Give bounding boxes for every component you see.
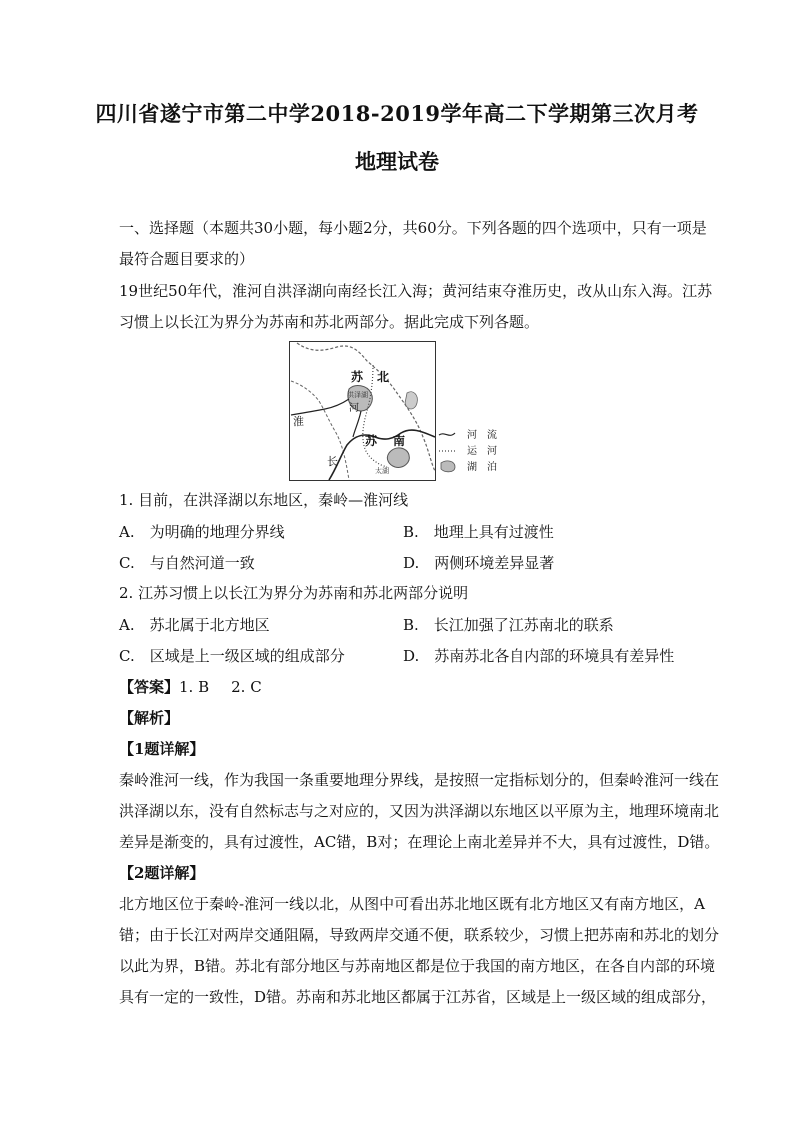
exam-subtitle: 地理试卷	[355, 149, 439, 174]
legend-river-symbol	[439, 433, 455, 435]
legend-canal-label: 运 河	[467, 446, 497, 457]
q2-option-a: A. 苏北属于北方地区	[119, 616, 270, 634]
label-taihu: 太湖	[375, 467, 389, 475]
q1-detail-line3: 差异是渐变的，具有过渡性，AC错，B对；在理论上南北差异并不大，具有过渡性，D错。	[119, 833, 720, 851]
intro-line1: 19世纪50年代，淮河自洪泽湖向南经长江入海；黄河结束夺淮历史，改从山东入海。江苏	[119, 282, 713, 300]
legend-lake-label: 湖 泊	[467, 462, 497, 473]
q1-detail-heading: 【1题详解】	[119, 740, 205, 758]
jiangsu-map	[289, 341, 507, 481]
section-heading-line2: 最符合题目要求的）	[119, 250, 255, 268]
legend-lake-symbol	[441, 461, 455, 472]
taihu-lake	[387, 448, 409, 467]
label-su-south-1: 苏	[365, 434, 378, 448]
label-he: 河	[349, 403, 359, 414]
question-2-stem: 2. 江苏习惯上以长江为界分为苏南和苏北两部分说明	[119, 584, 469, 602]
q2-detail-line2: 错；由于长江对两岸交通阻隔，导致两岸交通不便，联系较少，习惯上把苏南和苏北的划分	[119, 926, 720, 944]
q1-option-c: C. 与自然河道一致	[119, 554, 255, 572]
answer-1: 1. B	[179, 678, 210, 696]
analysis-label: 【解析】	[119, 709, 180, 727]
label-su-north-2: 北	[377, 370, 390, 384]
label-chang: 长	[327, 455, 338, 468]
q1-option-a: A. 为明确的地理分界线	[119, 523, 285, 541]
answer-label: 【答案】	[119, 678, 180, 696]
q2-detail-line3: 以此为界，B错。苏北有部分地区与苏南地区都是位于我国的南方地区，在各自内部的环境	[119, 957, 716, 975]
q2-detail-line1: 北方地区位于秦岭-淮河一线以北，从图中可看出苏北地区既有北方地区又有南方地区，A	[119, 895, 705, 913]
q2-detail-line4: 具有一定的一致性，D错。苏南和苏北地区都属于江苏省，区域是上一级区域的组成部分，	[119, 988, 717, 1006]
exam-title: 四川省遂宁市第二中学2018-2019学年高二下学期第三次月考	[95, 101, 699, 126]
map-legend	[439, 428, 497, 473]
intro-line2: 习惯上以长江为界分为苏南和苏北两部分。据此完成下列各题。	[119, 313, 540, 331]
label-su-north-1: 苏	[351, 370, 364, 384]
q1-detail-line2: 洪泽湖以东，没有自然标志与之对应的，又因为洪泽湖以东地区以平原为主，地理环境南北	[119, 802, 720, 820]
section-heading-line1: 一、选择题（本题共30小题，每小题2分，共60分。下列各题的四个选项中，只有一项是	[119, 219, 707, 237]
q2-option-c: C. 区域是上一级区域的组成部分	[119, 647, 345, 665]
legend-river-label: 河 流	[467, 430, 497, 441]
small-lake	[405, 392, 417, 409]
answer-2: 2. C	[231, 678, 262, 696]
question-1-stem: 1. 目前，在洪泽湖以东地区，秦岭—淮河线	[119, 491, 409, 509]
label-hongze: 洪泽湖	[347, 391, 368, 399]
q1-option-d: D. 两侧环境差异显著	[403, 554, 555, 572]
q2-option-d: D. 苏南苏北各自内部的环境具有差异性	[403, 647, 675, 665]
answer-line	[119, 677, 262, 697]
q2-detail-heading: 【2题详解】	[119, 864, 205, 882]
q1-option-b: B. 地理上具有过渡性	[403, 523, 554, 541]
label-su-south-2: 南	[393, 434, 406, 448]
label-huai: 淮	[293, 415, 304, 428]
q2-option-b: B. 长江加强了江苏南北的联系	[403, 616, 614, 634]
q1-detail-line1: 秦岭淮河一线，作为我国一条重要地理分界线，是按照一定指标划分的，但秦岭淮河一线在	[119, 771, 720, 789]
